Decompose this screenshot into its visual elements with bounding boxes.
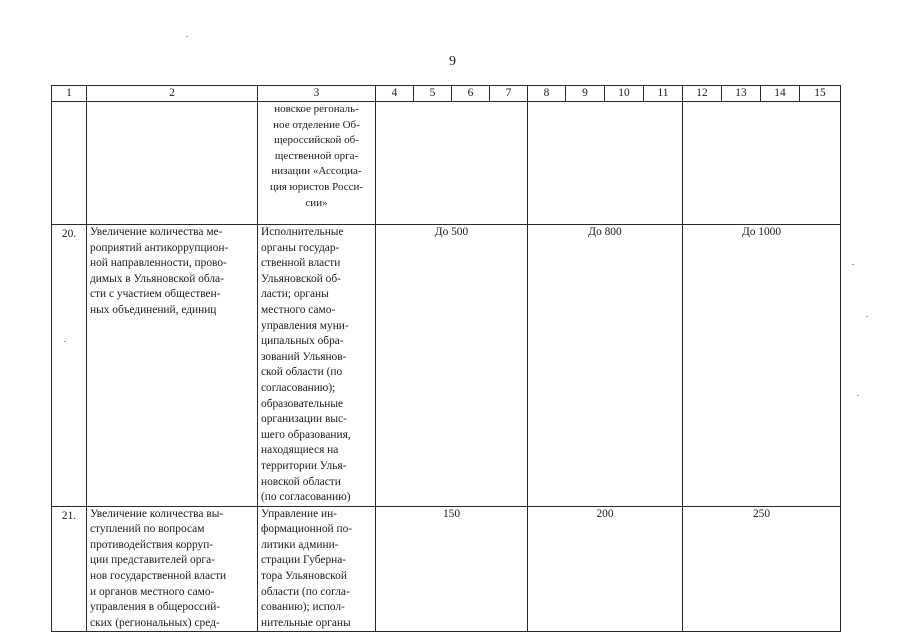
text-line: согласованию); <box>261 381 336 394</box>
text-line: ной направленности, прово- <box>90 257 227 270</box>
value-period-3: До 1000 <box>683 225 841 507</box>
text-line: и органов местного само- <box>90 585 215 598</box>
text-line: организации выс- <box>261 413 347 426</box>
column-header: 2 <box>87 86 258 102</box>
column-number-row <box>52 86 841 102</box>
scan-speck <box>186 36 188 37</box>
value-period-1: До 500 <box>376 225 528 507</box>
text-line: ное отделение Об- <box>273 118 360 131</box>
text-line: местного само- <box>261 303 336 316</box>
scan-speck <box>857 395 859 396</box>
text-line: образовательные <box>261 397 344 410</box>
table-row <box>52 506 841 632</box>
text-line: (по согласованию) <box>261 491 351 504</box>
row-number: 20. <box>52 225 87 507</box>
text-line: управления в общероссий- <box>90 601 221 614</box>
value-period-2: До 800 <box>528 225 683 507</box>
text-line: находящиеся на <box>261 444 339 457</box>
indicator-cell <box>87 225 258 507</box>
indicator-cell <box>87 506 258 632</box>
column-header: 15 <box>800 86 841 102</box>
text-line: зований Ульянов- <box>261 350 347 363</box>
column-header: 8 <box>528 86 566 102</box>
row-number: 21. <box>52 506 87 632</box>
executor-cell <box>258 225 376 507</box>
continuation-executor-cell <box>258 102 376 225</box>
text-line: ципальных обра- <box>261 335 344 348</box>
text-line: ступлений по вопросам <box>90 523 205 536</box>
text-line: Увеличение количества вы- <box>90 507 224 520</box>
column-header: 1 <box>52 86 87 102</box>
text-line: Исполнительные <box>261 226 344 238</box>
text-line: управления муни- <box>261 319 349 332</box>
value-period-2: 200 <box>528 506 683 632</box>
text-line: щероссийской об- <box>274 134 359 147</box>
text-line: сованию); испол- <box>261 601 345 614</box>
text-line: сти с участием обществен- <box>90 288 221 301</box>
text-line: нительные органы <box>261 616 351 629</box>
text-line: щественной орга- <box>274 149 359 162</box>
text-line: шего образования, <box>261 428 351 441</box>
indicators-table <box>51 85 841 632</box>
text-line: новской области <box>261 475 341 488</box>
column-header: 12 <box>683 86 722 102</box>
column-header: 11 <box>644 86 683 102</box>
page-number: 9 <box>449 54 456 69</box>
text-line: Увеличение количества ме- <box>90 226 223 238</box>
text-line: ской области (по <box>261 366 343 379</box>
text-line: противодействия корруп- <box>90 538 214 551</box>
text-line: формационной по- <box>261 523 353 536</box>
column-header: 7 <box>490 86 528 102</box>
text-line: димых в Ульяновской обла- <box>90 272 224 285</box>
text-line: нов государственной власти <box>90 570 227 583</box>
text-line: Ульяновской об- <box>261 272 341 285</box>
column-header: 3 <box>258 86 376 102</box>
text-line: страции Губерна- <box>261 554 347 567</box>
column-header: 9 <box>566 86 605 102</box>
text-line: ласти; органы <box>261 288 329 301</box>
executor-cell <box>258 506 376 632</box>
scan-speck <box>852 264 854 265</box>
text-line: ция юристов Росси- <box>269 180 364 193</box>
table-row <box>52 225 841 507</box>
text-line: ственной власти <box>261 257 341 270</box>
text-line: области (по согла- <box>261 585 350 598</box>
scan-speck <box>866 316 868 317</box>
text-line: ции представителей орга- <box>90 554 215 567</box>
text-line: литики админи- <box>261 538 339 551</box>
column-header: 6 <box>452 86 490 102</box>
text-line: органы государ- <box>261 241 340 254</box>
text-line: новское регональ- <box>274 103 359 115</box>
text-line: сии» <box>305 196 328 209</box>
column-header: 10 <box>605 86 644 102</box>
text-line: ских (региональных) сред- <box>90 616 220 629</box>
text-line: Управление ин- <box>261 507 337 520</box>
text-line: тора Ульяновской <box>261 570 347 583</box>
text-line: территории Улья- <box>261 459 347 472</box>
column-header: 13 <box>722 86 761 102</box>
scan-speck <box>64 341 66 342</box>
continuation-row <box>52 102 841 225</box>
text-line: ных объединений, единиц <box>90 303 217 316</box>
column-header: 5 <box>414 86 452 102</box>
text-line: низации «Ассоциа- <box>271 165 362 178</box>
value-period-3: 250 <box>683 506 841 632</box>
column-header: 14 <box>761 86 800 102</box>
value-period-1: 150 <box>376 506 528 632</box>
column-header: 4 <box>376 86 414 102</box>
text-line: роприятий антикоррупцион- <box>90 241 229 254</box>
